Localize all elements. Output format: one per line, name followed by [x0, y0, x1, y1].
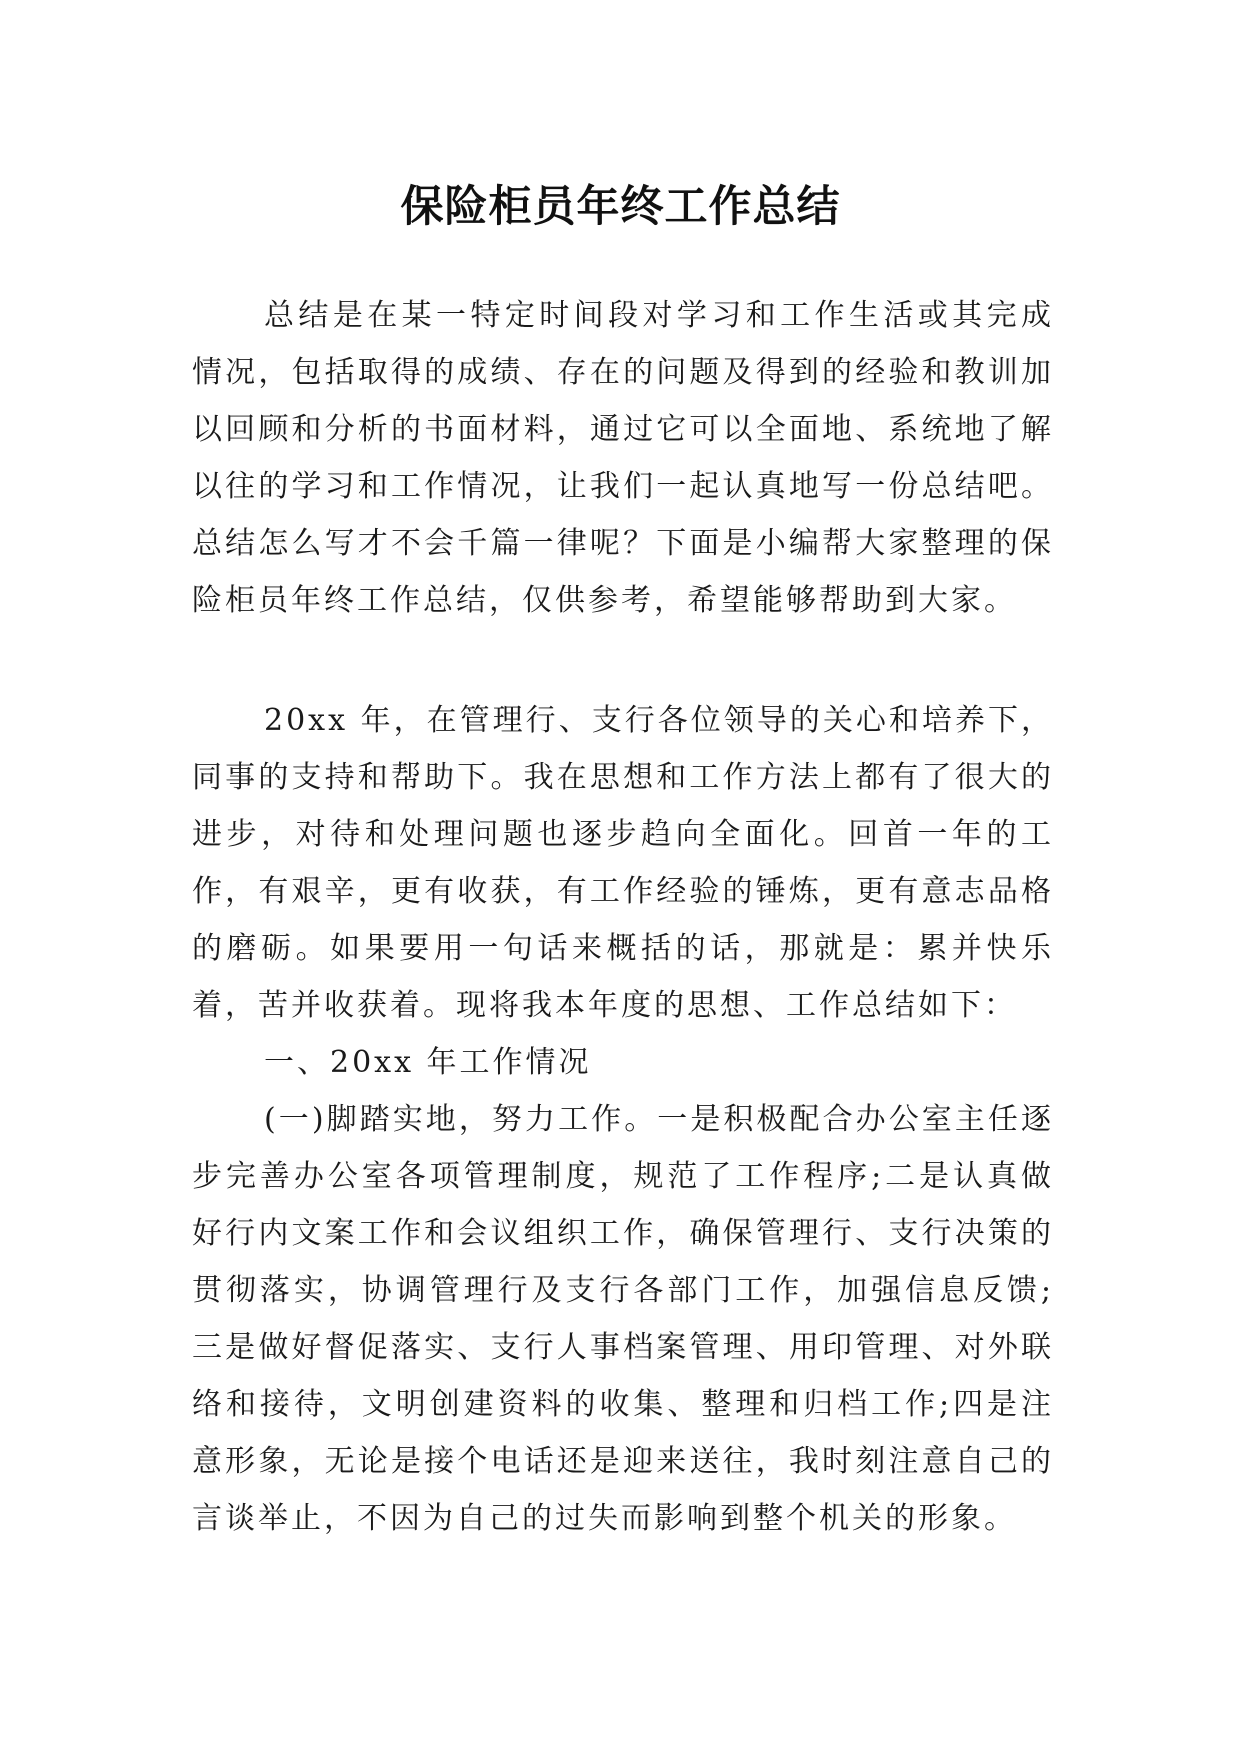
- paragraph-opening: 20xx 年，在管理行、支行各位领导的关心和培养下，同事的支持和帮助下。我在思想和工作方法上都有了很大的进步，对待和处理问题也逐步趋向全面化。回首一年的工作，有艰辛，更有收获，有工作经验的锤炼，更有意志品格的磨砺。如果要用一句话来概括的话，那就是：累并快乐着，苦并收获着。现将我本年度的思想、工作总结如下：: [192, 703, 1054, 1023]
- paragraph-item-1: (一)脚踏实地，努力工作。一是积极配合办公室主任逐步完善办公室各项管理制度，规范了工作程序;二是认真做好行内文案工作和会议组织工作，确保管理行、支行决策的贯彻落实，协调管理行及支行各部门工作，加强信息反馈;三是做好督促落实、支行人事档案管理、用印管理、对外联络和接待，文明创建资料的收集、整理和归档工作;四是注意形象，无论是接个电话还是迎来送往，我时刻注意自己的言谈举止，不因为自己的过失而影响到整个机关的形象。: [192, 1102, 1054, 1536]
- section-heading: 一、20xx 年工作情况: [264, 1045, 592, 1080]
- document-title: 保险柜员年终工作总结: [400, 181, 841, 232]
- content-section: [192, 692, 1054, 1547]
- intro-section: [192, 287, 1054, 629]
- intro-paragraph: 总结是在某一特定时间段对学习和工作生活或其完成情况，包括取得的成绩、存在的问题及得到的经验和教训加以回顾和分析的书面材料，通过它可以全面地、系统地了解以往的学习和工作情况，让我们一起认真地写一份总结吧。总结怎么写才不会千篇一律呢？下面是小编帮大家整理的保险柜员年终工作总结，仅供参考，希望能够帮助到大家。: [192, 298, 1054, 618]
